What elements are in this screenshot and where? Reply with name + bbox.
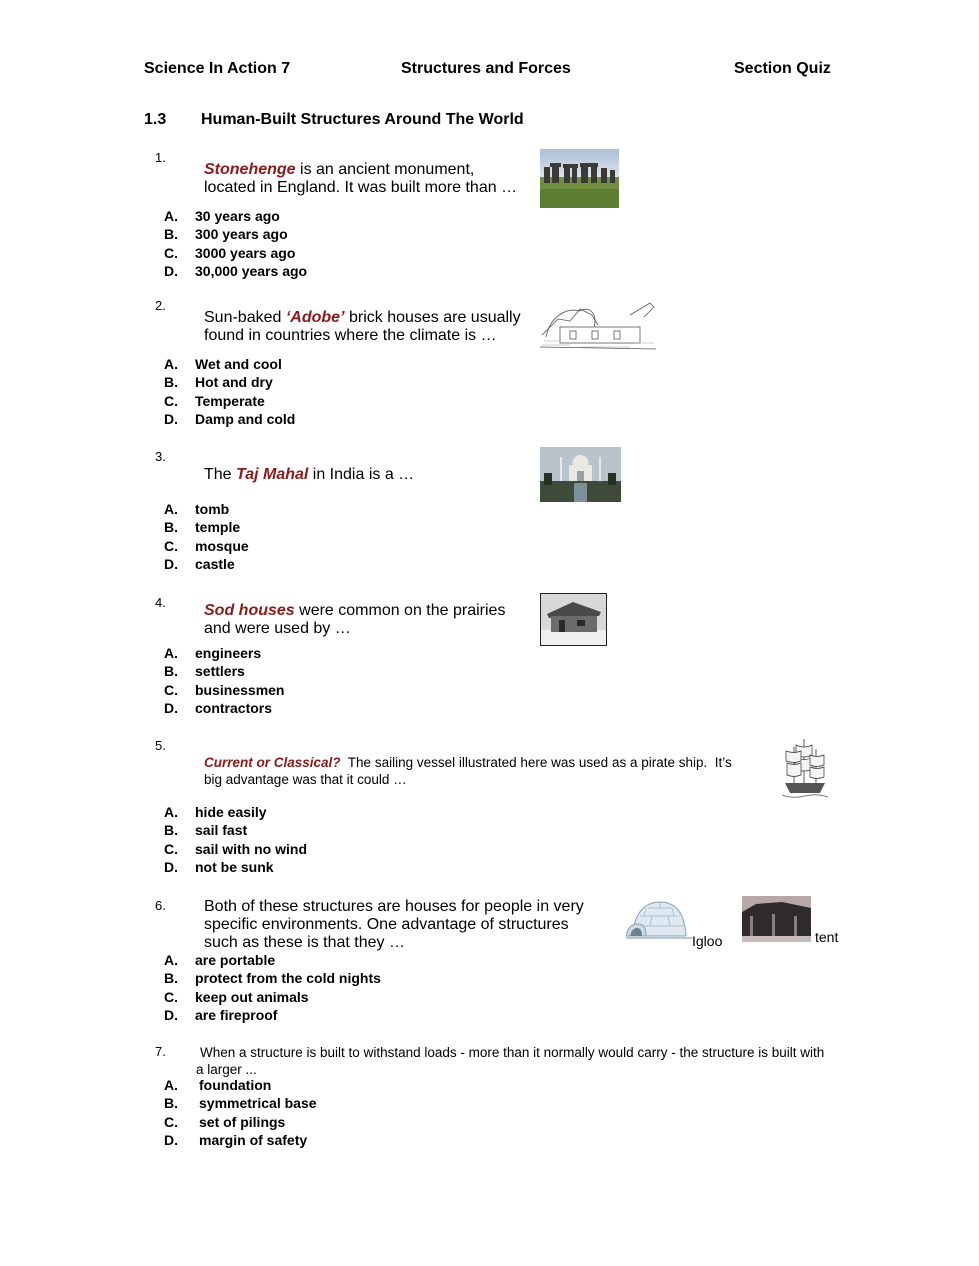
question-4-options: [164, 644, 284, 718]
option-text: tomb: [195, 501, 230, 517]
option: [164, 644, 284, 662]
option-text: settlers: [195, 663, 245, 680]
question-6-line-1: Both of these structures are houses for people in very: [204, 898, 584, 915]
option-text: 3000 years ago: [195, 244, 296, 261]
option: [164, 500, 249, 518]
option: [164, 969, 381, 987]
question-5-keyword: Current or Classical?: [204, 755, 341, 770]
question-2-line-1: brick houses are usually: [344, 309, 521, 326]
option-text: Wet and cool: [195, 356, 282, 372]
sod-house-image: [540, 593, 607, 646]
option-letter: A.: [164, 356, 178, 372]
option: [164, 1076, 317, 1094]
option: [164, 988, 381, 1006]
option-letter: D.: [164, 411, 178, 428]
header-quiz-type: Section Quiz: [734, 60, 831, 77]
option-text: Temperate: [195, 392, 265, 409]
option: [164, 392, 295, 410]
question-2-text: [204, 309, 521, 345]
option-text: 30,000 years ago: [195, 263, 308, 280]
option: [164, 1094, 317, 1112]
option: [164, 951, 381, 969]
option-letter: B.: [164, 970, 178, 987]
option-text: contractors: [195, 700, 273, 717]
option-text: Damp and cold: [195, 411, 296, 428]
stonehenge-image: [540, 149, 619, 208]
option-letter: C.: [164, 1113, 178, 1130]
option-text: set of pilings: [199, 1113, 286, 1130]
option: [164, 1131, 317, 1149]
option-letter: D.: [164, 1007, 178, 1024]
question-5-line-2: big advantage was that it could …: [204, 772, 407, 787]
question-7-line-1: When a structure is built to withstand loads - more than it normally would carry - the structure is built with: [200, 1045, 825, 1060]
option-text: foundation: [199, 1077, 272, 1093]
option: [164, 537, 249, 555]
section-title: Human-Built Structures Around The World: [201, 111, 524, 128]
question-3-line-1: in India is a …: [308, 466, 415, 483]
question-6-number: 6.: [155, 898, 166, 913]
igloo-image: [626, 896, 692, 942]
option: [164, 207, 307, 225]
question-6-line-3: such as these is that they …: [204, 934, 405, 951]
question-7-number: 7.: [155, 1044, 166, 1059]
question-5-text: [204, 754, 779, 788]
option-text: are portable: [195, 952, 276, 968]
option-text: businessmen: [195, 681, 285, 698]
option: [164, 699, 284, 717]
pirate-ship-image: [782, 735, 828, 805]
option-text: engineers: [195, 645, 262, 661]
question-2-line-2: found in countries where the climate is …: [204, 327, 497, 344]
option-text: sail with no wind: [195, 840, 307, 857]
option: [164, 225, 307, 243]
option: [164, 1113, 317, 1131]
option-letter: C.: [164, 244, 178, 261]
taj-mahal-image: [540, 447, 621, 502]
option-letter: C.: [164, 988, 178, 1005]
option-letter: D.: [164, 556, 178, 573]
option-letter: A.: [164, 645, 178, 661]
question-3-number: 3.: [155, 449, 166, 464]
option: [164, 662, 284, 680]
option-text: temple: [195, 519, 241, 536]
question-6-options: [164, 951, 381, 1025]
section-number: 1.3: [144, 111, 167, 128]
question-1-options: [164, 207, 307, 281]
option-letter: C.: [164, 537, 178, 554]
option-letter: B.: [164, 226, 178, 243]
question-4-number: 4.: [155, 595, 166, 610]
question-5-line-1: The sailing vessel illustrated here was used as a pirate ship. It’s: [340, 755, 732, 770]
question-7-line-2: a larger ...: [196, 1062, 257, 1077]
option: [164, 373, 295, 391]
option-text: keep out animals: [195, 988, 309, 1005]
option-letter: D.: [164, 859, 178, 876]
question-7-text: [196, 1044, 886, 1078]
option-letter: B.: [164, 822, 178, 839]
question-1-line-2: located in England. It was built more than …: [204, 179, 518, 196]
option-text: sail fast: [195, 822, 248, 839]
option-letter: B.: [164, 663, 178, 680]
question-7-options: [164, 1076, 317, 1150]
adobe-house-image: [540, 297, 656, 355]
question-6-line-2: specific environments. One advantage of structures: [204, 916, 569, 933]
option: [164, 555, 249, 573]
option-text: are fireproof: [195, 1007, 278, 1024]
option-text: symmetrical base: [199, 1095, 317, 1112]
question-3-options: [164, 500, 249, 574]
option-letter: D.: [164, 1132, 178, 1149]
option-letter: A.: [164, 804, 178, 820]
tent-image: [742, 896, 811, 942]
question-3-text: [204, 466, 414, 484]
option-text: not be sunk: [195, 859, 274, 876]
option: [164, 803, 307, 821]
question-4-line-1: were common on the prairies: [294, 602, 506, 619]
question-3-keyword: Taj Mahal: [236, 466, 309, 483]
option: [164, 518, 249, 536]
option-text: margin of safety: [199, 1132, 308, 1149]
question-4-keyword: Sod houses: [204, 602, 295, 619]
option-text: mosque: [195, 537, 249, 554]
header-unit: Structures and Forces: [401, 60, 571, 77]
question-1-keyword: Stonehenge: [204, 161, 296, 178]
option: [164, 410, 295, 428]
question-4-text: [204, 602, 505, 638]
question-5-options: [164, 803, 307, 877]
option-letter: C.: [164, 681, 178, 698]
option: [164, 681, 284, 699]
question-2-keyword: ‘Adobe’: [285, 309, 345, 326]
option: [164, 858, 307, 876]
question-2-prefix: Sun-baked: [204, 309, 286, 326]
option-letter: C.: [164, 392, 178, 409]
question-1-text: [204, 161, 517, 197]
option-text: hide easily: [195, 804, 267, 820]
option: [164, 840, 307, 858]
question-2-number: 2.: [155, 298, 166, 313]
option-letter: B.: [164, 374, 178, 391]
question-4-line-2: and were used by …: [204, 620, 351, 637]
tent-caption: tent: [815, 929, 839, 945]
option-text: castle: [195, 556, 235, 573]
option-letter: C.: [164, 840, 178, 857]
question-5-number: 5.: [155, 738, 166, 753]
header-course: Science In Action 7: [144, 60, 291, 77]
question-3-prefix: The: [204, 466, 237, 483]
option-letter: B.: [164, 519, 178, 536]
option: [164, 355, 295, 373]
option-letter: A.: [164, 501, 178, 517]
option: [164, 262, 307, 280]
option-letter: A.: [164, 208, 178, 224]
option-letter: D.: [164, 700, 178, 717]
question-6-text: [204, 898, 584, 952]
option-text: 30 years ago: [195, 208, 280, 224]
igloo-caption: Igloo: [692, 933, 723, 949]
question-1-line-1: is an ancient monument,: [295, 161, 475, 178]
option: [164, 821, 307, 839]
option-letter: A.: [164, 1077, 178, 1093]
question-2-options: [164, 355, 295, 429]
option-text: 300 years ago: [195, 226, 288, 243]
option-letter: D.: [164, 263, 178, 280]
option: [164, 1006, 381, 1024]
option-text: protect from the cold nights: [195, 970, 381, 987]
option-text: Hot and dry: [195, 374, 273, 391]
option: [164, 244, 307, 262]
question-1-number: 1.: [155, 150, 166, 165]
option-letter: A.: [164, 952, 178, 968]
option-letter: B.: [164, 1095, 178, 1112]
